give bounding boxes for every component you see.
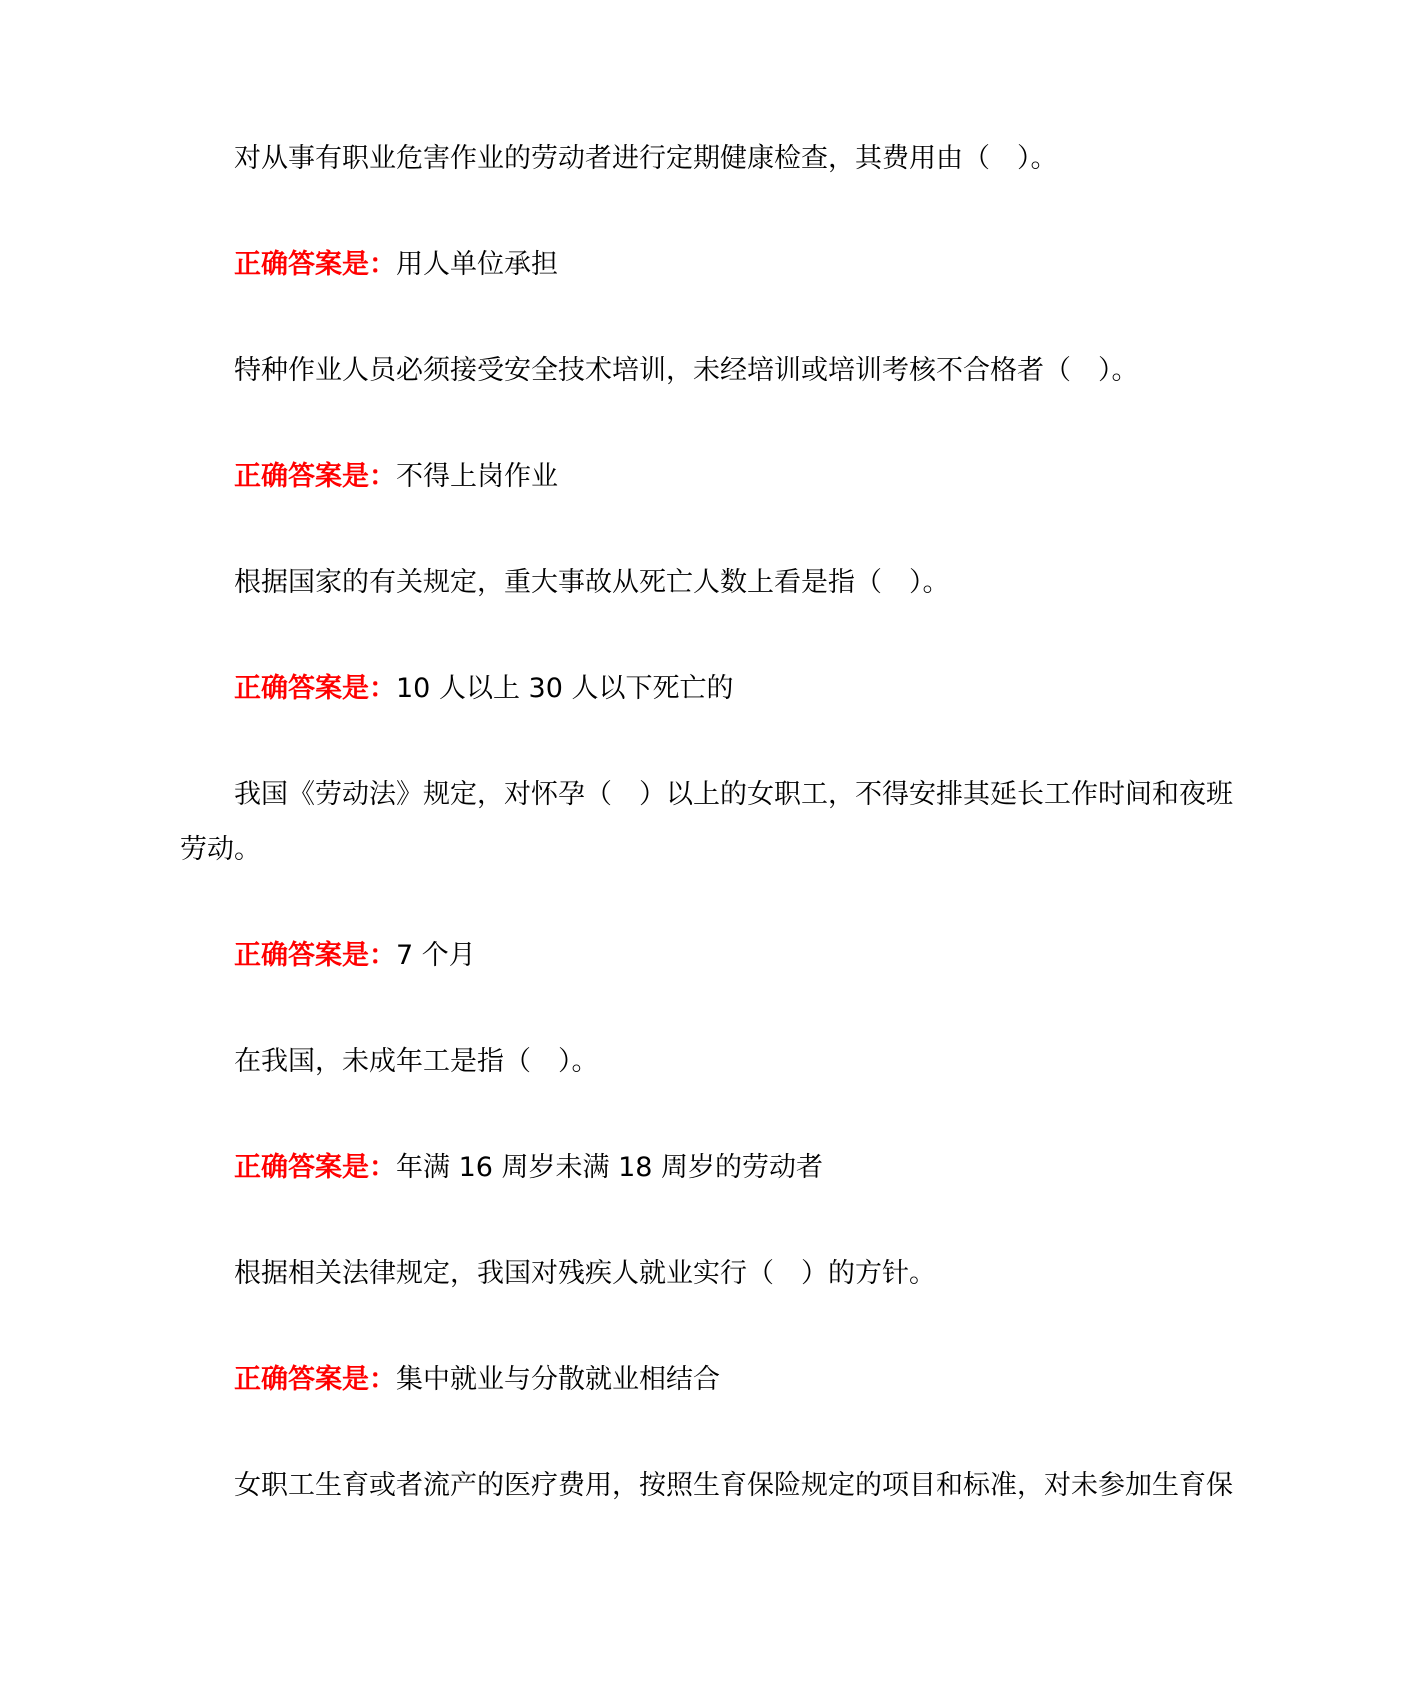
answer-2 xyxy=(180,449,1250,504)
question-3 xyxy=(180,555,1250,610)
question-7-text: 女职工生育或者流产的医疗费用，按照生育保险规定的项目和标准，对未参加生育保 xyxy=(234,1470,1233,1501)
answer-4-text: 7 个月 xyxy=(396,940,476,971)
answer-5-text: 年满 16 周岁未满 18 周岁的劳动者 xyxy=(396,1152,824,1183)
answer-6 xyxy=(180,1352,1250,1407)
answer-1-text: 用人单位承担 xyxy=(396,249,558,280)
answer-6-label: 正确答案是： xyxy=(234,1364,396,1395)
answer-3-label: 正确答案是： xyxy=(234,673,396,704)
question-2-text: 特种作业人员必须接受安全技术培训，未经培训或培训考核不合格者（ ）。 xyxy=(234,355,1139,386)
answer-1 xyxy=(180,237,1250,292)
answer-2-label: 正确答案是： xyxy=(234,461,396,492)
question-4 xyxy=(180,767,1250,877)
question-6-text: 根据相关法律规定，我国对残疾人就业实行（ ）的方针。 xyxy=(234,1258,936,1289)
answer-5 xyxy=(180,1140,1250,1195)
answer-4-label: 正确答案是： xyxy=(234,940,396,971)
question-3-text: 根据国家的有关规定，重大事故从死亡人数上看是指（ ）。 xyxy=(234,567,950,598)
question-7 xyxy=(180,1458,1250,1513)
question-2 xyxy=(180,343,1250,398)
question-6 xyxy=(180,1246,1250,1301)
question-5 xyxy=(180,1034,1250,1089)
answer-5-label: 正确答案是： xyxy=(234,1152,396,1183)
question-1 xyxy=(180,131,1250,186)
answer-2-text: 不得上岗作业 xyxy=(396,461,558,492)
answer-1-label: 正确答案是： xyxy=(234,249,396,280)
answer-4 xyxy=(180,928,1250,983)
question-1-text: 对从事有职业危害作业的劳动者进行定期健康检查，其费用由（ ）。 xyxy=(234,143,1058,174)
answer-3 xyxy=(180,661,1250,716)
answer-3-text: 10 人以上 30 人以下死亡的 xyxy=(396,673,734,704)
answer-6-text: 集中就业与分散就业相结合 xyxy=(396,1364,720,1395)
question-5-text: 在我国，未成年工是指（ ）。 xyxy=(234,1046,599,1077)
question-4-text: 我国《劳动法》规定，对怀孕（ ）以上的女职工，不得安排其延长工作时间和夜班劳动。 xyxy=(180,779,1233,865)
